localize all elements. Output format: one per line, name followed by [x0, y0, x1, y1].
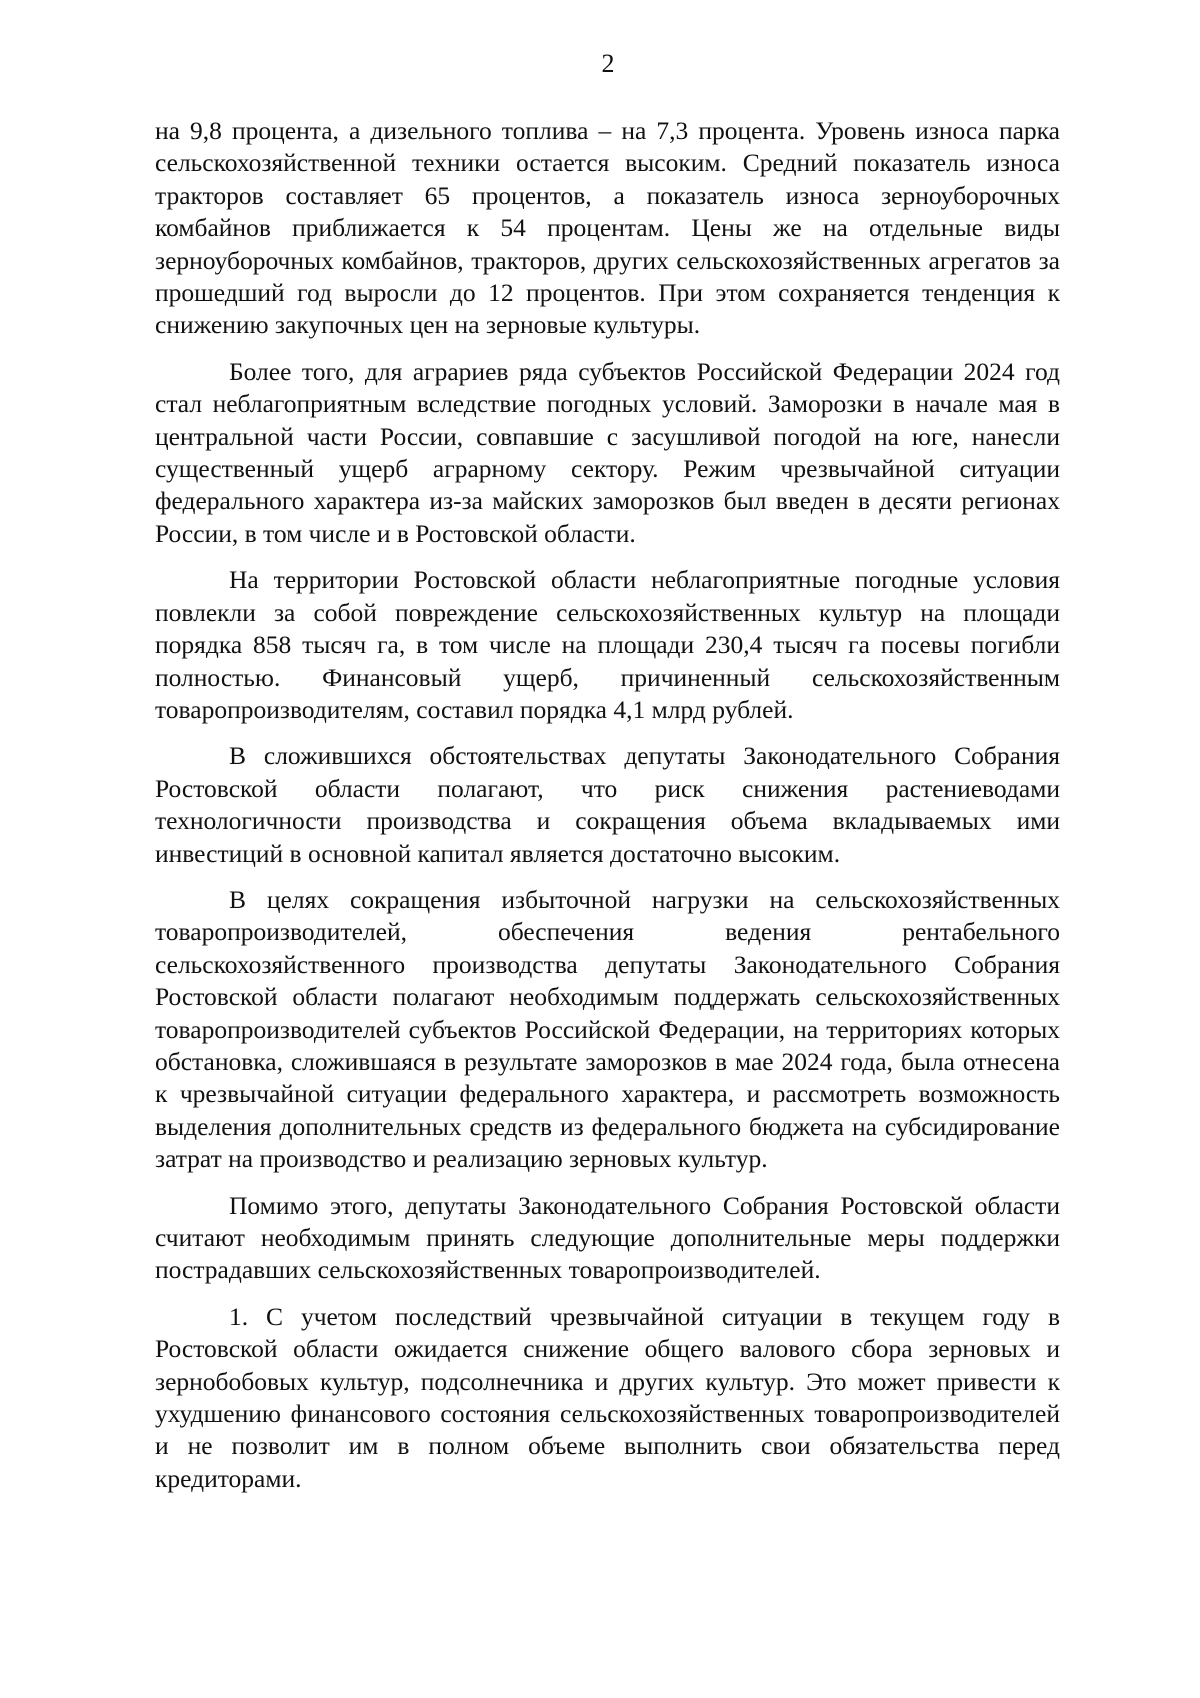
page-number: 2 [601, 49, 615, 78]
paragraph-6: Помимо этого, депутаты Законодательного Собрания Ростовской области считают необходимым принять следующие дополнительные меры поддержки пострадавших сельскохозяйственных товаропроизводителей. [155, 1190, 1060, 1285]
paragraph-1: на 9,8 процента, а дизельного топлива – на 7,3 процента. Уровень износа парка сельскохозяйственной техники остается высоким. Средний показатель износа тракторов составляет 65 процентов, а показатель износа зерноуборочных комбайнов приближается к 54 процентам. Цены же на отдельные виды зерноуборочных комбайнов, тракторов, других сельскохозяйственных агрегатов за прошедший год выросли до 12 процентов. При этом сохраняется тенденция к снижению закупочных цен на зерновые культуры. [155, 116, 1060, 340]
paragraph-4: В сложившихся обстоятельствах депутаты Законодательного Собрания Ростовской области полагают, что риск снижения растениеводами технологичности производства и сокращения объема вкладываемых ими инвестиций в основной капитал является достаточно высоким. [155, 741, 1060, 868]
document-body [155, 115, 1060, 1495]
paragraph-7: 1. С учетом последствий чрезвычайной ситуации в текущем году в Ростовской области ожидается снижение общего валового сбора зерновых и зернобобовых культур, подсолнечника и других культур. Это может привести к ухудшению финансового состояния сельскохозяйственных товаропроизводителей и не позволит им в полном объеме выполнить свои обязательства перед кредиторами. [155, 1301, 1060, 1493]
paragraph-5: В целях сокращения избыточной нагрузки на сельскохозяйственных товаропроизводителей, обеспечения ведения рентабельного сельскохозяйственного производства депутаты Законодательного Собрания Ростовской области полагают необходимым поддержать сельскохозяйственных товаропроизводителей субъектов Российской Федерации, на территориях которых обстановка, сложившаяся в результате заморозков в мае 2024 года, была отнесена к чрезвычайной ситуации федерального характера, и рассмотреть возможность выделения дополнительных средств из федерального бюджета на субсидирование затрат на производство и реализацию зерновых культур. [155, 884, 1060, 1174]
paragraph-2: Более того, для аграриев ряда субъектов Российской Федерации 2024 год стал неблагоприятным вследствие погодных условий. Заморозки в начале мая в центральной части России, совпавшие с засушливой погодой на юге, нанесли существенный ущерб аграрному сектору. Режим чрезвычайной ситуации федерального характера из-за майских заморозков был введен в десяти регионах России, в том числе и в Ростовской области. [155, 356, 1060, 548]
paragraph-3: На территории Ростовской области неблагоприятные погодные условия повлекли за собой повреждение сельскохозяйственных культур на площади порядка 858 тысяч га, в том числе на площади 230,4 тысяч га посевы погибли полностью. Финансовый ущерб, причиненный сельскохозяйственным товаропроизводителям, составил порядка 4,1 млрд рублей. [155, 565, 1060, 724]
